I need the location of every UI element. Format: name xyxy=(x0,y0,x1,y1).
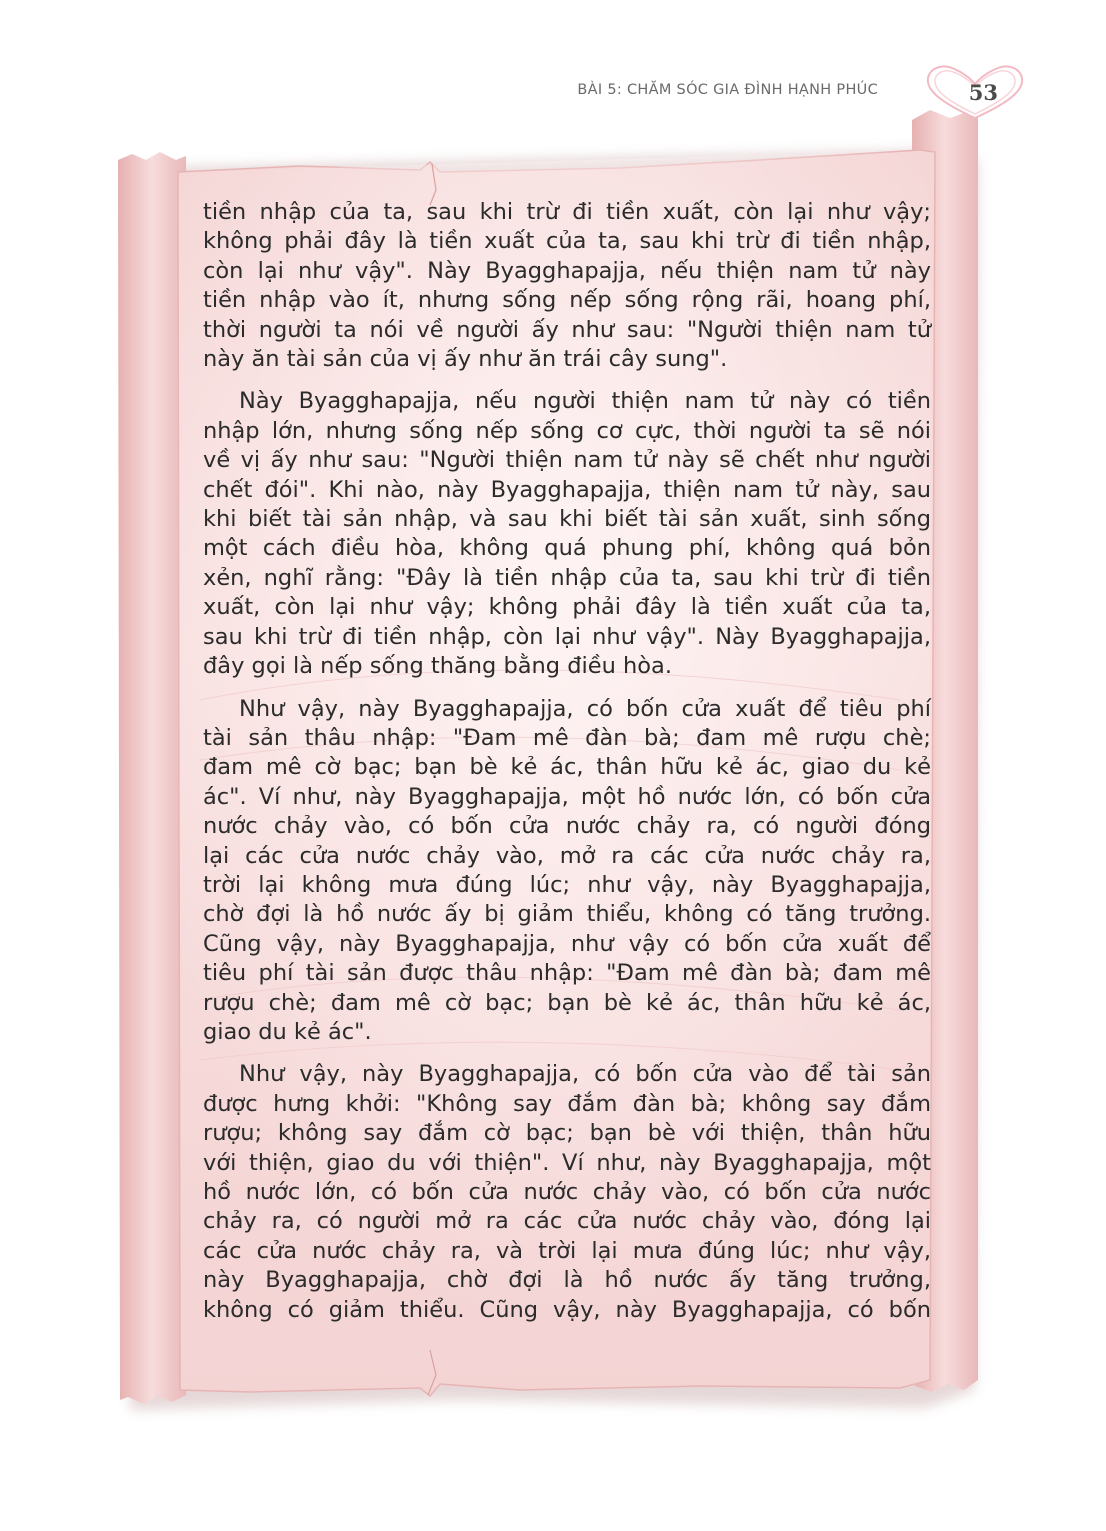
chapter-title: BÀI 5: CHĂM SÓC GIA ĐÌNH HẠNH PHÚC xyxy=(577,82,878,98)
text-line: trời lại không mưa đúng lúc; như vậy, này Byagghapajja, xyxy=(203,871,931,898)
text-line: rượu; không say đắm cờ bạc; bạn bè với thiện, thân hữu xyxy=(203,1120,931,1147)
paragraph-3 xyxy=(203,695,931,1048)
text-line: thời người ta nói về người ấy như sau: "Người thiện nam tử xyxy=(203,316,931,343)
text-line: rượu chè; đam mê cờ bạc; bạn bè kẻ ác, thân hữu kẻ ác, xyxy=(203,989,931,1016)
paragraph-1 xyxy=(203,198,931,374)
text-line: Cũng vậy, này Byagghapajja, như vậy có bốn cửa xuất để xyxy=(203,930,931,957)
text-line: đam mê cờ bạc; bạn bè kẻ ác, thân hữu kẻ ác, giao du kẻ xyxy=(203,754,931,781)
text-line: không phải đây là tiền xuất của ta, sau khi trừ đi tiền nhập, xyxy=(203,228,931,255)
text-line: ác". Ví như, này Byagghapajja, một hồ nước lớn, có bốn cửa xyxy=(203,783,931,810)
page-header xyxy=(560,62,1040,122)
text-line: về vị ấy như sau: "Người thiện nam tử này sẽ chết như người xyxy=(203,447,931,474)
text-line: tiền nhập vào ít, nhưng sống nếp sống rộng rãi, hoang phí, xyxy=(203,287,931,314)
text-line: hồ nước lớn, có bốn cửa nước chảy vào, có bốn cửa nước xyxy=(203,1179,931,1205)
text-line: chảy ra, có người mở ra các cửa nước chảy vào, đóng lại xyxy=(203,1208,931,1235)
text-line: này Byagghapajja, chờ đợi là hồ nước ấy tăng trưởng, xyxy=(203,1267,931,1294)
text-line: với thiện, giao du với thiện". Ví như, này Byagghapajja, một xyxy=(203,1149,931,1176)
text-line: nhập lớn, nhưng sống nếp sống cơ cực, thời người ta sẽ nói xyxy=(203,417,931,444)
text-line: khi biết tài sản nhập, và sau khi biết tài sản xuất, sinh sống xyxy=(203,506,931,533)
text-line: tiền nhập của ta, sau khi trừ đi tiền xuất, còn lại như vậy; xyxy=(203,199,931,225)
text-line: Như vậy, này Byagghapajja, có bốn cửa vào để tài sản xyxy=(239,1061,931,1088)
text-line: nước chảy vào, có bốn cửa nước chảy ra, có người đóng xyxy=(203,813,931,840)
text-line: Như vậy, này Byagghapajja, có bốn cửa xuất để tiêu phí xyxy=(239,695,931,722)
paragraph-4 xyxy=(203,1060,931,1325)
text-line: các cửa nước chảy ra, và trời lại mưa đúng lúc; như vậy, xyxy=(203,1237,931,1264)
text-line: chờ đợi là hồ nước ấy bị giảm thiểu, không có tăng trưởng. xyxy=(203,901,931,928)
text-line: xuất, còn lại như vậy; không phải đây là tiền xuất của ta, xyxy=(203,594,931,621)
text-line: đây gọi là nếp sống thăng bằng điều hòa. xyxy=(203,653,672,680)
text-line: này ăn tài sản của vị ấy như ăn trái cây sung". xyxy=(203,346,728,373)
text-line: sau khi trừ đi tiền nhập, còn lại như vậy". Này Byagghapajja, xyxy=(203,623,931,650)
text-line: Này Byagghapajja, nếu người thiện nam tử này có tiền xyxy=(239,388,931,415)
text-line: lại các cửa nước chảy vào, mở ra các cửa nước chảy ra, xyxy=(203,842,931,869)
text-line: tiêu phí tài sản được thâu nhập: "Đam mê đàn bà; đam mê xyxy=(203,960,931,987)
text-line: chết đói". Khi nào, này Byagghapajja, thiện nam tử này, sau xyxy=(203,476,931,503)
paragraph-2 xyxy=(203,387,931,681)
body-text xyxy=(203,198,931,1325)
text-line: tài sản thâu nhập: "Đam mê đàn bà; đam mê rượu chè; xyxy=(203,724,931,751)
text-line: được hưng khởi: "Không say đắm đàn bà; không say đắm xyxy=(203,1090,931,1117)
text-line: không có giảm thiểu. Cũng vậy, này Byagghapajja, có bốn xyxy=(203,1296,931,1323)
text-line: giao du kẻ ác". xyxy=(203,1018,372,1045)
text-line: còn lại như vậy". Này Byagghapajja, nếu thiện nam tử này xyxy=(203,257,931,284)
page-number: 53 xyxy=(968,80,998,105)
text-line: một cách điều hòa, không quá phung phí, không quá bỏn xyxy=(203,535,931,562)
text-line: xẻn, nghĩ rằng: "Đây là tiền nhập của ta, sau khi trừ đi tiền xyxy=(203,564,931,591)
